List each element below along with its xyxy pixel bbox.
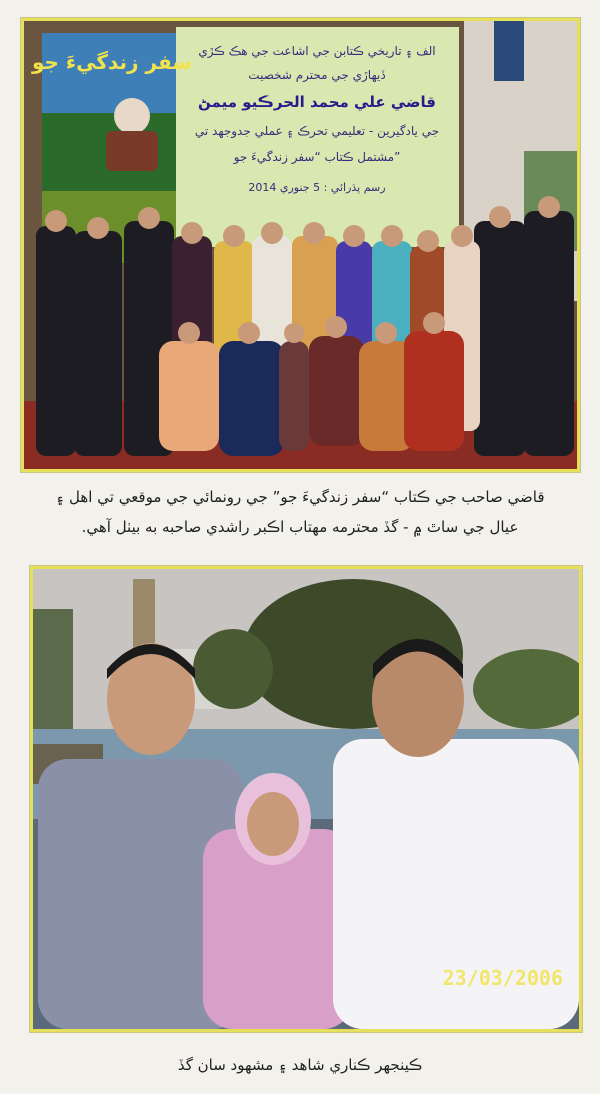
caption-lake-side-line-1: ڪينجهر ڪناري شاهد ۽ مشهود سان گڏ	[177, 1056, 423, 1074]
date-stamp: 23/03/2006	[442, 966, 563, 990]
banner-line-5: مشتمل ڪتاب “سفر زندگيءَ جو”	[233, 150, 401, 164]
caption-book-launch-line-2: عيال جي ساٿ ۾ - گڏ محترمه مهتاب اڪبر راشدي صاحبه به بيٺل آهي.	[81, 518, 519, 536]
caption-lake-side	[60, 1052, 540, 1078]
banner-line-4: جي يادگيرين - تعليمي تحرڪ ۽ عملي جدوجهد تي	[194, 124, 440, 138]
poster-title: سفر زندگيءَ جو	[31, 50, 193, 74]
caption-book-launch-line-1: قاضي صاحب جي ڪتاب “سفر زندگيءَ جو” جي رونمائي جي موقعي تي اهل ۽	[55, 488, 545, 506]
caption-book-launch	[40, 482, 560, 542]
photo-book-launch	[21, 18, 580, 472]
book-launch-photo-graphic	[24, 21, 577, 469]
banner-line-1: الف ۽ تاريخي ڪتابن جي اشاعت جي هڪ ڪڙي	[198, 44, 436, 58]
banner-line-3: قاضي علي محمد الحرڪيو ميمڻ	[198, 93, 436, 111]
banner-line-2: ڏيهاڙي جي محترم شخصيت	[248, 68, 386, 82]
photo-lake-side	[30, 566, 582, 1032]
lake-photo-graphic	[33, 569, 579, 1029]
banner-line-6: رسم پڌرائي : 5 جنوري 2014	[248, 181, 386, 194]
